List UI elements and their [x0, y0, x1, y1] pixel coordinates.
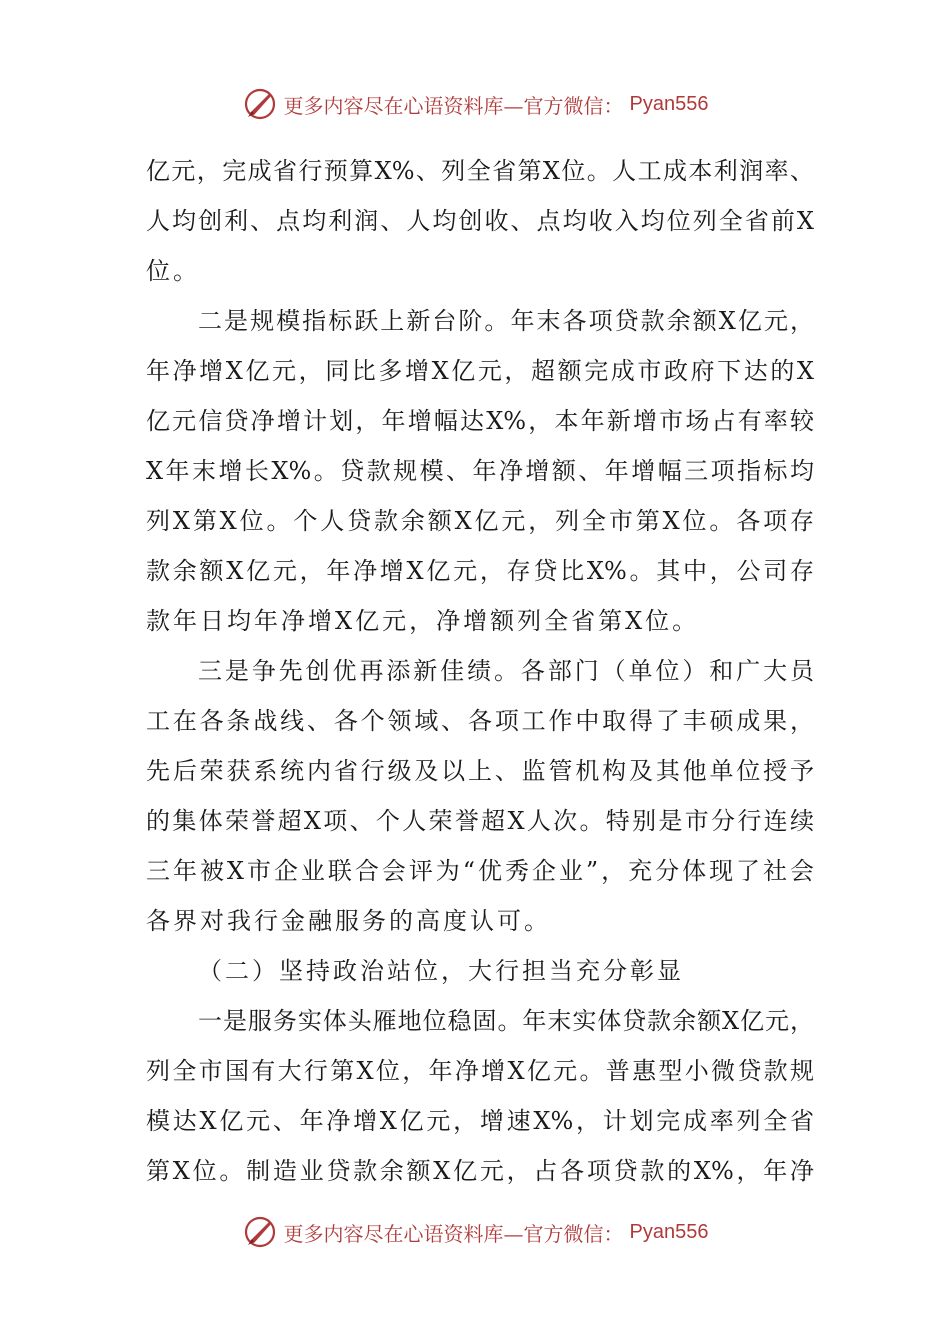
text-line: 年净增X亿元，同比多增X亿元，超额完成市政府下达的X: [146, 357, 814, 385]
text-line: 亿元，完成省行预算X%、列全省第X位。人工成本利润率、: [146, 157, 814, 185]
paragraph-heading-line: 三是争先创优再添新佳绩。各部门（单位）和广大员: [198, 657, 814, 685]
text-line: 人均创利、点均利润、人均创收、点均收入均位列全省前X: [146, 207, 814, 235]
text-line: 亿元信贷净增计划，年增幅达X%，本年新增市场占有率较: [146, 407, 814, 435]
paragraph-heading-line: 二是规模指标跃上新台阶。年末各项贷款余额X亿元，: [198, 307, 814, 335]
text-line: 工在各条战线、各个领域、各项工作中取得了丰硕成果，: [146, 707, 814, 735]
text-line: 列全市国有大行第X位，年净增X亿元。普惠型小微贷款规: [146, 1057, 814, 1085]
text-line: 的集体荣誉超X项、个人荣誉超X人次。特别是市分行连续: [146, 807, 814, 835]
text-line: 模达X亿元、年净增X亿元，增速X%，计划完成率列全省: [146, 1107, 814, 1135]
banner-text: 更多内容尽在心语资料库—官方微信：: [283, 93, 624, 118]
text-line: 三年被X市企业联合会评为“优秀企业”，充分体现了社会: [146, 857, 814, 885]
quill-logo-icon: [242, 86, 278, 122]
banner-text: 更多内容尽在心语资料库—官方微信：: [283, 1221, 624, 1246]
text-line: 款年日均年净增X亿元，净增额列全省第X位。: [146, 607, 700, 635]
footer-banner: [0, 1212, 950, 1252]
section-heading: （二）坚持政治站位，大行担当充分彰显: [198, 957, 684, 985]
text-line: 款余额X亿元，年净增X亿元，存贷比X%。其中，公司存: [146, 557, 814, 585]
text-line: 各界对我行金融服务的高度认可。: [146, 907, 551, 935]
text-line: 位。: [146, 257, 200, 285]
text-line: X年末增长X%。贷款规模、年净增额、年增幅三项指标均: [146, 457, 814, 485]
text-line: 列X第X位。个人贷款余额X亿元，列全市第X位。各项存: [146, 507, 814, 535]
banner-wechat-id: Pyan556: [629, 1220, 709, 1243]
text-line: 第X位。制造业贷款余额X亿元，占各项贷款的X%，年净: [146, 1157, 814, 1185]
text-line: 先后荣获系统内省行级及以上、监管机构及其他单位授予: [146, 757, 814, 785]
document-body: [146, 146, 814, 1196]
quill-logo-icon: [242, 1214, 278, 1250]
paragraph-heading-line: 一是服务实体头雁地位稳固。年末实体贷款余额X亿元，: [198, 1007, 814, 1035]
header-banner: [0, 84, 950, 124]
banner-wechat-id: Pyan556: [629, 92, 709, 115]
